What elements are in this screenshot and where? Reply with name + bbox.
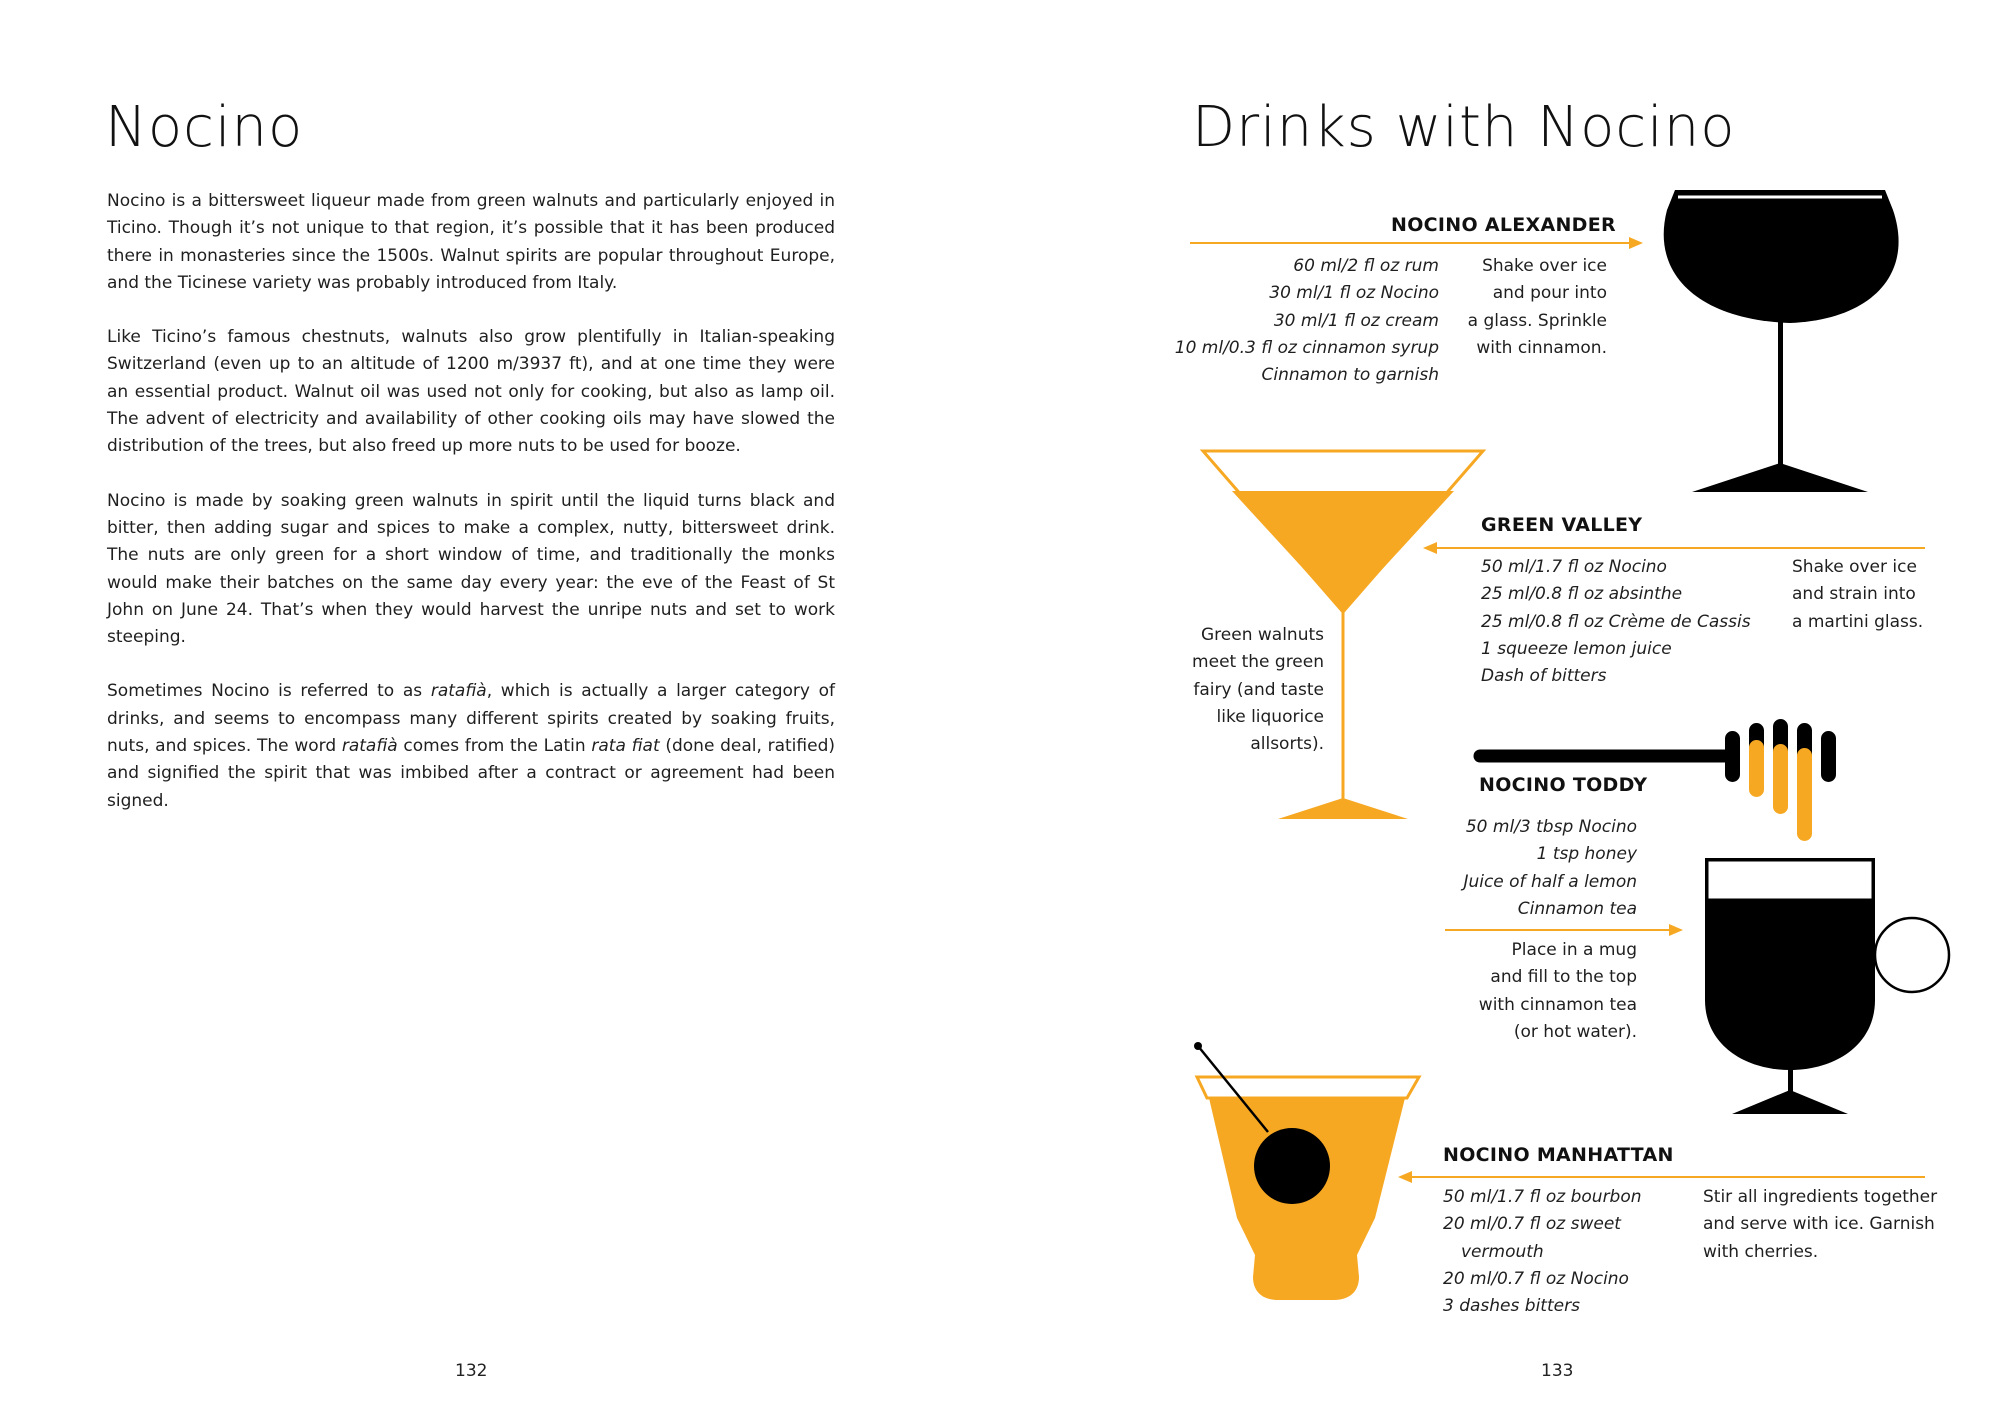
coupe-glass-icon (1664, 190, 1899, 492)
note-line: fairy (and taste (1193, 679, 1324, 700)
page-number-right: 133 (1541, 1361, 1574, 1381)
ingredient: 1 tsp honey (1536, 844, 1637, 865)
alexander-arrow-icon (1190, 237, 1643, 249)
ingredient: 30 ml/1 fl oz cream (1273, 310, 1439, 331)
green-valley-note (1192, 622, 1324, 758)
method-line: and serve with ice. Garnish (1703, 1214, 1935, 1235)
method-line: Shake over ice (1482, 256, 1607, 276)
ingredient: 1 squeeze lemon juice (1481, 638, 1672, 659)
green-valley-arrow-icon (1423, 542, 1925, 554)
note-line: meet the green (1192, 652, 1324, 673)
paragraph-1: Nocino is a bittersweet liqueur made from green walnuts and particularly enjoyed in Ticino. Though it’s not unique to that region, it’s possible that it has been produced there in monasteries since the 1500s. Walnut spirits are popular throughout Europe, and the Ticinese variety was probably introduced from Italy. (107, 191, 835, 293)
ingredient: vermouth (1461, 1241, 1544, 1262)
method-line: Shake over ice (1792, 557, 1917, 577)
ingredient: Juice of half a lemon (1463, 871, 1637, 892)
ingredient: 30 ml/1 fl oz Nocino (1269, 283, 1439, 304)
ingredient: 50 ml/1.7 fl oz bourbon (1443, 1187, 1642, 1207)
method-line: and fill to the top (1490, 967, 1637, 988)
alexander-ingredients (1175, 253, 1439, 389)
toddy-arrow-icon (1445, 924, 1683, 936)
ingredient: 60 ml/2 fl oz rum (1293, 256, 1439, 276)
method-line: Stir all ingredients together (1703, 1187, 1938, 1207)
method-line: with cinnamon. (1476, 337, 1607, 358)
alexander-method (1468, 253, 1607, 362)
manhattan-arrow-icon (1398, 1171, 1925, 1183)
recipe-title-alexander: NOCINO ALEXANDER (1391, 214, 1616, 236)
ingredient: Cinnamon tea (1517, 898, 1637, 919)
recipe-title-green-valley: GREEN VALLEY (1481, 514, 1643, 536)
method-line: and pour into (1492, 283, 1607, 304)
recipe-title-toddy: NOCINO TODDY (1479, 774, 1648, 796)
ingredient: 50 ml/3 tbsp Nocino (1465, 817, 1637, 837)
method-line: a martini glass. (1792, 611, 1924, 632)
method-line: with cinnamon tea (1478, 994, 1637, 1015)
ingredient: 20 ml/0.7 fl oz Nocino (1443, 1268, 1629, 1289)
method-line: with cherries. (1703, 1241, 1819, 1262)
note-line: like liquorice (1216, 706, 1324, 727)
manhattan-method (1703, 1184, 1937, 1266)
toddy-method (1479, 937, 1637, 1046)
ingredient: Cinnamon to garnish (1261, 365, 1439, 386)
ingredient: 25 ml/0.8 fl oz absinthe (1481, 584, 1683, 605)
ingredient: 50 ml/1.7 fl oz Nocino (1481, 557, 1667, 577)
note-line: allsorts). (1250, 734, 1324, 755)
note-line: Green walnuts (1200, 625, 1324, 645)
ingredient: Dash of bitters (1481, 666, 1607, 687)
ingredient: 10 ml/0.3 fl oz cinnamon syrup (1174, 337, 1439, 358)
green-valley-method (1792, 554, 1923, 636)
method-line: (or hot water). (1513, 1021, 1637, 1042)
manhattan-glass-icon (1194, 1042, 1419, 1300)
ingredient: 25 ml/0.8 fl oz Crème de Cassis (1481, 611, 1751, 632)
green-valley-ingredients (1481, 554, 1751, 690)
toddy-ingredients (1463, 814, 1637, 923)
page-number-left: 132 (455, 1361, 488, 1381)
left-page-title: Nocino (105, 95, 304, 160)
right-page-title: Drinks with Nocino (1192, 95, 1736, 160)
method-line: Place in a mug (1511, 940, 1637, 960)
ingredient: 20 ml/0.7 fl oz sweet (1443, 1214, 1621, 1235)
paragraph-4: Sometimes Nocino is referred to as ratafià, which is actually a larger category of drinks, and seems to encompass many different spirits created by soaking fruits, nuts, and spices. The word ratafià comes from the Latin rata fiat (done deal, ratified) and signified the spirit that was imbibed after a contract or agreement had been signed. (107, 681, 836, 811)
ingredient: 3 dashes bitters (1443, 1296, 1580, 1317)
method-line: a glass. Sprinkle (1467, 310, 1607, 331)
paragraph-2: Like Ticino’s famous chestnuts, walnuts also grow plentifully in Italian-speaking Switzerland (even up to an altitude of 1200 m/3937 ft), and at one time they were an essential product. Walnut oil was used not only for cooking, but also as lamp oil. The advent of electricity and availability of other cooking oils may have slowed the distribution of the trees, but also freed up more nuts to be used for booze. (107, 327, 835, 457)
mug-icon (1705, 858, 1949, 1114)
recipe-title-manhattan: NOCINO MANHATTAN (1443, 1144, 1674, 1166)
method-line: and strain into (1792, 584, 1916, 605)
paragraph-3: Nocino is made by soaking green walnuts in spirit until the liquid turns black and bitter, then adding sugar and spices to make a complex, nutty, bittersweet drink. The nuts are only green for a short window of time, and traditionally the monks would make their batches on the same day every year: the eve of the Feast of St John on June 24. That’s when they would harvest the unripe nuts and set to work steeping. (107, 490, 835, 648)
manhattan-ingredients (1443, 1184, 1642, 1320)
